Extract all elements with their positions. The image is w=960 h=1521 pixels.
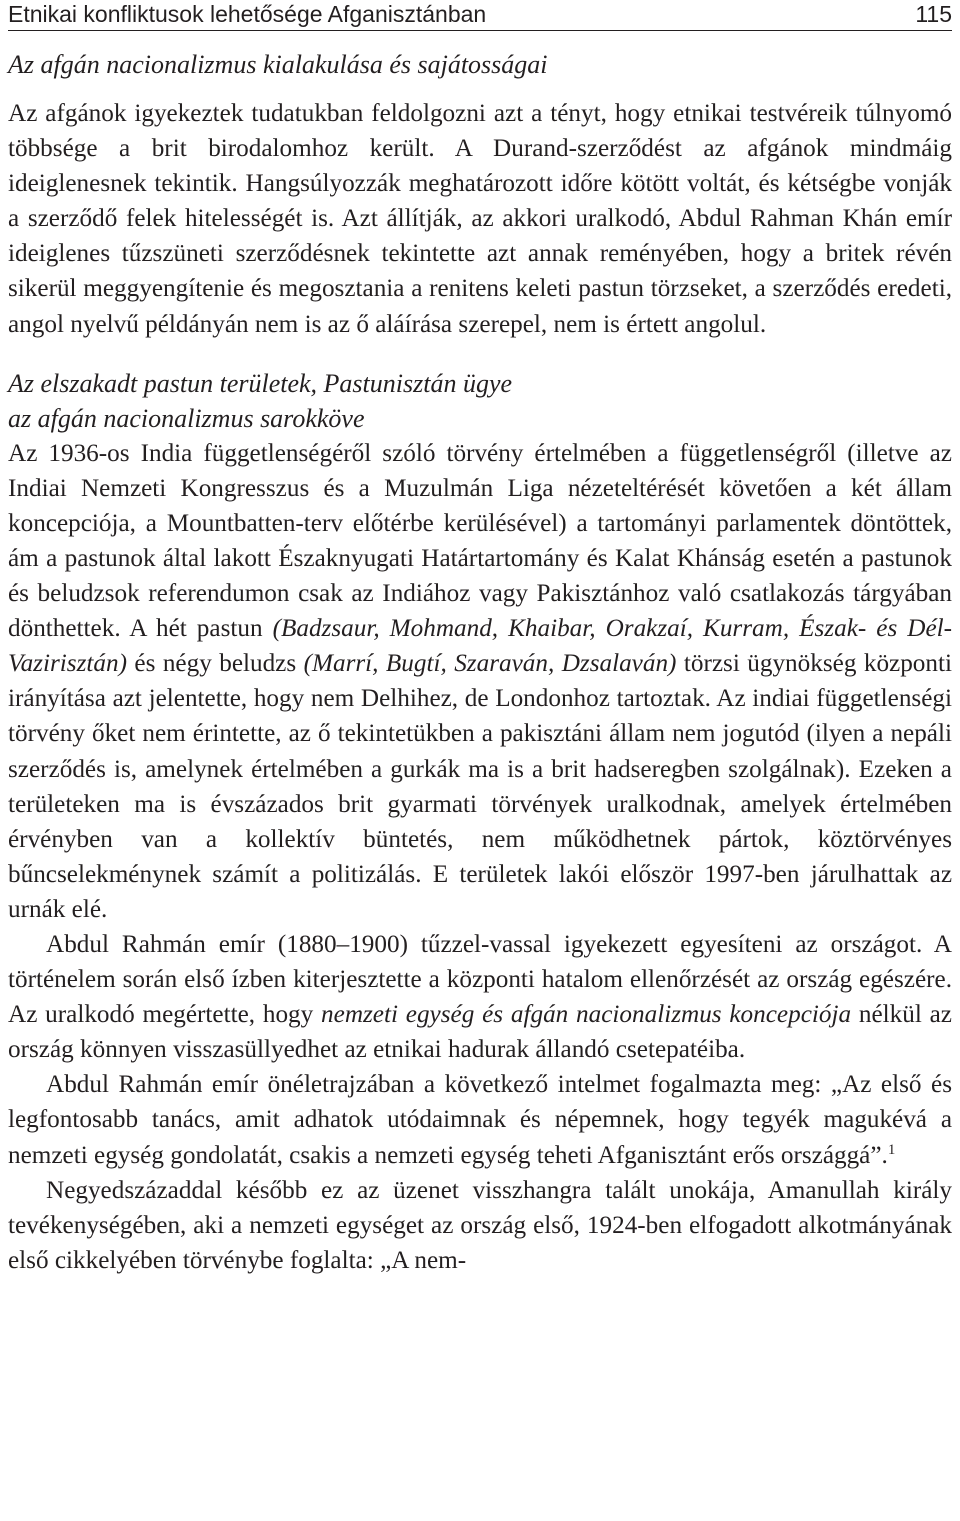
paragraph-text: Abdul Rahmán emír (1880–1900) tűzzel-vassal igyekezett egyesíteni az országot. A történelem során első ízben kiterjesztette a központi hatalom ellenőrzését az ország egészére. Az uralkodó megértette, hogy bbox=[8, 930, 952, 1029]
running-head bbox=[8, 0, 952, 31]
baluch-tribes-list: (Marrí, Bugtí, Szaraván, Dzsalaván) bbox=[303, 650, 677, 678]
paragraph-amanullah: Negyedszázaddal később ez az üzenet visszhangra talált unokája, Amanullah király tevékenységében, aki a nemzeti egységet az ország első, 1924-ben elfogadott alkotmányának első cikkelyében törvénybe foglalta: „A nem- bbox=[8, 1176, 952, 1274]
paragraph-text: nélkül az ország könnyen visszasüllyedhet az etnikai hadurak állandó csetepatéiba. bbox=[8, 1001, 952, 1064]
section-title-nationalism: Az afgán nacionalizmus kialakulása és sajátosságai bbox=[8, 50, 548, 79]
paragraph-text: és négy beludzs bbox=[134, 650, 297, 678]
paragraph-text: Abdul Rahmán emír önéletrajzában a következő intelmet fogalmazta meg: „Az első és legfontosabb tanács, amit adhatok utódaimnak és népemnek, hogy tegyék magukévá a nemzeti egység gondolatát, csakis a nemzeti egység teheti Afganisztánt erős országgá”. bbox=[8, 1071, 952, 1169]
paragraph-durand: Az afgánok igyekeztek tudatukban feldolgozni azt a tényt, hogy etnikai testvéreik túlnyomó többsége a brit birodalomhoz került. A Durand-szerződést az afgánok mindmáig ideiglenesnek tekintik. Hangsúlyozzák meghatározott időre kötött voltát, és kétségbe vonják a szerződő felek hitelességét is. Azt állítják, az akkori uralkodó, Abdul Rahman Khán emír ideiglenes tűzszüneti szerződésnek tekintette azt annak reményében, hogy a britek révén sikerül meggyengítenie és megosztania a renitens keleti pastun törzseket, a szerződés eredeti, angol nyelvű példányán nem is az ő aláírása szerepel, nem is értett angolul. bbox=[8, 100, 952, 338]
footnote-marker[interactable]: 1 bbox=[887, 1141, 896, 1158]
section-title-line-2: az afgán nacionalizmus sarokköve bbox=[8, 403, 365, 433]
paragraph-abdul-rahman bbox=[8, 927, 952, 1067]
paragraph-text: törzsi ügynökség központi irányítása azt jelentette, hogy nem Delhihez, de Londonhoz tartoztak. Az indiai függetlenségi törvény őket nem érintette, az ő tekintetükben a pakisztáni állam nem jogutód (ilyen a nepáli szerződés is, amelynek értelmében a gurkák ma is a brit hadseregben szolgálnak). Ezeken a területeken ma is évszázados brit gyarmati törvények uralkodnak, amelyek értelmében érvényben van a kollektív büntetés, nem működhetnek pártok, köztörvényes bűncselekménynek számít a politizálás. E területek lakói először 1997-ben járulhattak az urnák elé. bbox=[8, 650, 952, 923]
paragraph-text: Az 1936-os India függetlenségéről szóló törvény értelmében a függetlenségről (illetve az Indiai Nemzeti Kongresszus és a Muzulmán Liga nézeteltérését követően a két állam koncepciója, a Mountbatten-terv előtérbe kerülésével) a tartományi parlamentek döntöttek, ám a pastunok által lakott Északnyugati Határtartomány és Kalat Khánság esetén a pastunok és beludzsok referendumon csak az Indiához vagy Pakisztánhoz való csatlakozás tárgyában dönthettek. A hét pastun bbox=[8, 439, 952, 643]
pashtun-tribes-list: (Badzsaur, Mohmand, Khaibar, Orakzaí, Kurram, Észak- és Dél-Vazirisztán) bbox=[8, 615, 953, 678]
document-page bbox=[8, 0, 952, 1278]
section-title-line-1: Az elszakadt pastun területek, Pastunisztán ügye bbox=[8, 368, 513, 398]
page-number: 115 bbox=[915, 1, 952, 27]
paragraph-autobiography bbox=[8, 1067, 952, 1172]
emphasis-national-unity: nemzeti egység és afgán nacionalizmus koncepciója bbox=[321, 1001, 852, 1029]
paragraph-independence-act bbox=[8, 436, 952, 927]
running-head-title: Etnikai konfliktusok lehetősége Afganisztánban bbox=[8, 1, 487, 27]
section-title-pashtunistan bbox=[8, 366, 952, 436]
